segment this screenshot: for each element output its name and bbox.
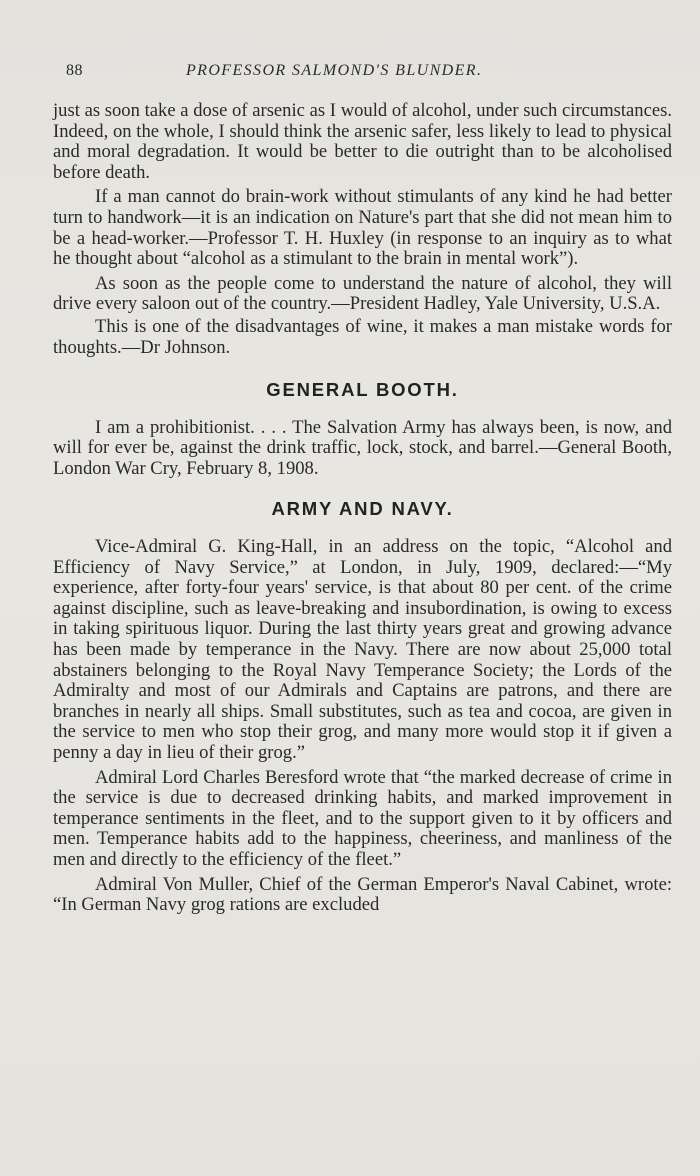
paragraph-arsenic-continued: just as soon take a dose of arsenic as I would of alcohol, under such circumstances. Indeed, on the whole, I should think the arsenic safer, less likely to lead to physical and moral degradation. It would be better to die outright than to be alcoholised before death. xyxy=(53,100,672,183)
paragraph-von-muller-quote: Admiral Von Muller, Chief of the German Emperor's Naval Cabinet, wrote: “In German Navy grog rations are excluded xyxy=(53,873,672,916)
section-heading-general-booth: GENERAL BOOTH. xyxy=(266,379,459,401)
page-header xyxy=(66,62,670,86)
section-heading-army-and-navy: ARMY AND NAVY. xyxy=(271,497,454,519)
paragraph-johnson-quote: This is one of the disadvantages of wine, it makes a man mistake words for thoughts.—Dr Johnson. xyxy=(53,315,672,358)
paragraph-king-hall-quote: Vice-Admiral G. King-Hall, in an address on the topic, “Alcohol and Efficiency of Navy Service,” at London, in July, 1909, declared:—“My experience, after forty-four years' service, is that about 80 per cent. of the crime against discipline, such as leave-breaking and insubordination, is owing to excess in taking spirituous liquor. During the last thirty years great and growing advance has been made by temperance in the Navy. There are now about 25,000 total abstainers belonging to the Royal Navy Temperance Society; the Lords of the Admiralty and most of our Admirals and Captains are patrons, and there are branches in nearly all ships. Small substitutes, such as tea and cocoa, are given in the service to men who stop their grog, and many more would stop it if given a penny a day in lieu of their grog.” xyxy=(53,536,672,764)
paragraph-booth-quote: I am a prohibitionist. . . . The Salvation Army has always been, is now, and will for ever be, against the drink traffic, lock, stock, and barrel.—General Booth, London War Cry, February 8, 1908. xyxy=(53,416,672,479)
page-number: 88 xyxy=(66,62,83,79)
paragraph-hadley-quote: As soon as the people come to understand the nature of alcohol, they will drive every saloon out of the country.—President Hadley, Yale University, U.S.A. xyxy=(53,272,672,315)
paragraph-huxley-quote: If a man cannot do brain-work without stimulants of any kind he had better turn to handwork—it is an indication on Nature's part that she did not mean him to be a head-worker.—Professor T. H. Huxley (in response to an inquiry as to what he thought about “alcohol as a stimulant to the brain in mental work”). xyxy=(53,186,672,270)
page-body xyxy=(53,101,672,916)
paragraph-beresford-quote: Admiral Lord Charles Beresford wrote that “the marked decrease of crime in the service is due to decreased drinking habits, and marked improvement in temperance sentiments in the fleet, and to the support given to it by officers and men. Temperance habits add to the happiness, cheeriness, and manliness of the men and directly to the efficiency of the fleet.” xyxy=(53,766,672,870)
running-head: PROFESSOR SALMOND'S BLUNDER. xyxy=(186,62,483,79)
